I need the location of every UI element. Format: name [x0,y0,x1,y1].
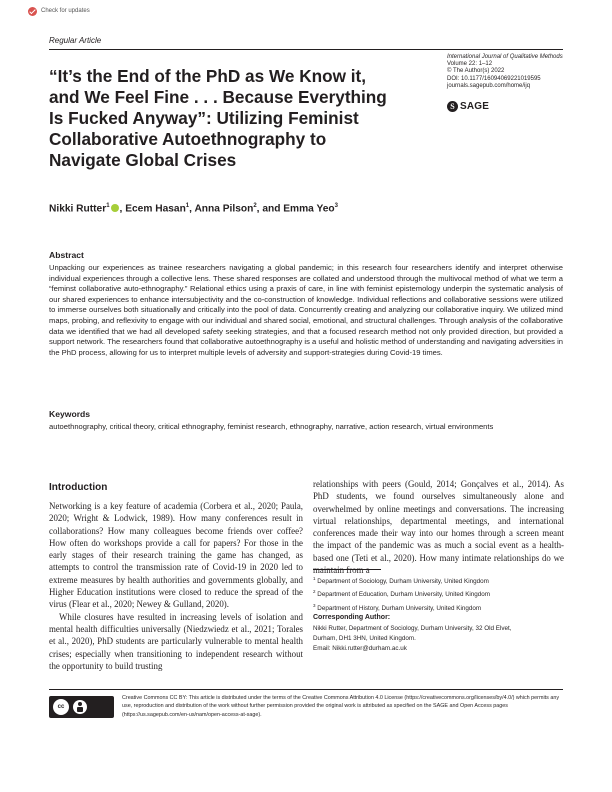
body-left-column [49,500,303,672]
body-paragraph: While closures have resulted in increasing levels of isolation and mental health difficulties universally (Niedzwiedz et al., 2021; Torales et al., 2020), PhD students are particularly vulnerable to mental health crises; especially when transitioning to independent research without the opportunity to build trusting [49,611,303,671]
author-name: Ecem Hasan [125,203,186,215]
check-updates-icon [28,7,37,16]
author-name: Emma Yeo [283,203,335,215]
article-title: “It’s the End of the PhD as We Know it, and We Feel Fine . . . Because Everything Is Fucked Anyway”: Utilizing Feminist Collaborative Autoethnography to Navigate Global Crises [49,66,387,170]
corresponding-email[interactable]: Email: Nikki.rutter@durham.ac.uk [313,645,407,652]
journal-url[interactable]: journals.sagepub.com/home/ijq [447,82,531,89]
affiliation-text: Department of History, Durham University, United Kingdom [317,604,482,612]
author-affil-sup: 3 [334,203,338,209]
author-affil-sup: 1 [185,203,190,209]
author-affil-sup: 1 [106,203,110,209]
author-name: Nikki Rutter [49,203,107,215]
attribution-icon [73,700,87,714]
affiliation-sup: 2 [313,589,316,595]
author-separator: , [189,203,195,215]
body-paragraph: Networking is a key feature of academia (Corbera et al., 2020; Paula, 2020; Wright & Lodwick, 1989). How many conferences result in collaborations? How many colleagues become friends over coffee? How often do workshops provide a call for papers? For those in the early stages of their research training the game has changed, as attempts to control the transmission rate of Covid-19 in 2020 led to extreme measures by health authorities and governments globally, and Higher Education institutions were closed to reduce the spread of the virus (Flear et al., 2020; Newey & Gulland, 2020). [49,501,303,610]
corresponding-details [313,624,564,654]
author-separator: , [119,203,126,215]
corresponding-name: Nikki Rutter, Department of Sociology, Durham University, 32 Old Elvet, [313,625,512,632]
check-updates-badge[interactable] [28,5,90,17]
abstract-heading: Abstract [49,250,84,260]
author-list [49,203,338,214]
author-affil-sup: 2 [253,203,257,209]
body-paragraph: relationships with peers (Gould, 2014; Gonçalves et al., 2014). As PhD students, we found ourselves simultaneously alone and overwhelmed by online meetings and conversations. The increasing virtual relationships, departmental meetings, and international conferences made their way into our homes through a screen meant the impact of the pandemic was as much a social event as a health-based one (Teti et al., 2020). How many intimate relationships do we maintain from a [313,479,564,576]
orcid-icon[interactable] [111,204,119,212]
affiliations [313,574,564,614]
affiliation-item [313,574,564,587]
author-separator: , and [256,203,284,215]
affiliation-text: Department of Sociology, Durham University, United Kingdom [317,578,489,586]
footnote-rule [313,569,381,570]
license-text: Creative Commons CC BY: This article is distributed under the terms of the Creative Commons Attribution 4.0 License (https://creativecommons.org/licenses/by/4.0/) which permits any use, reproduction and distribution of the work without further permission provided the original work is attributed as specified on the SAGE and Open Access pages (https://us.sagepub.com/en-us/nam/open-access-at-sage). [122,695,560,718]
corresponding-heading: Corresponding Author: [313,614,391,621]
sage-logo [447,99,489,113]
journal-name: International Journal of Qualitative Methods [447,54,563,60]
journal-volume: Volume 22: 1–12 [447,61,493,68]
cc-circle-icon: cc [53,699,69,715]
license-rule [49,689,563,690]
creative-commons-by-icon[interactable] [49,696,114,718]
author-name: Anna Pilson [194,203,254,215]
affiliation-text: Department of Education, Durham University, United Kingdom [317,591,491,599]
journal-doi[interactable]: DOI: 10.1177/16094069221019595 [447,75,541,82]
journal-info [447,54,587,90]
publisher-name: SAGE [460,100,490,112]
header-rule [49,49,563,50]
introduction-heading: Introduction [49,482,108,493]
affiliation-sup: 1 [313,576,316,581]
affiliation-item [313,601,564,614]
article-type: Regular Article [49,36,102,45]
affiliation-item [313,587,564,600]
corresponding-address: Durham, DH1 3HN, United Kingdom. [313,635,416,642]
sage-logo-icon: S [447,101,458,112]
check-updates-label: Check for updates [41,8,90,14]
abstract-text: Unpacking our experiences as trainee researchers navigating a global pandemic; in this research four researchers identify and interpret otherwise individual experiences through a collective lens. These shared responses are collated and understood through the multivocal method of what we term a “feminst collaborative auto-ethnography.” Relational ethics using a praxis of care, in line with feminist epistemology underpin the systematic analysis of our shared experiences to enhance intersubjectivity and the co-construction of knowledge. Individual reflections and collaborative sessions were utilized to immerse ourselves both situationally and critically into the pool of data. Concurrently creating and analyzing our collaborative inquiry. We utilized mind maps, probing, and reflexivity to engage with our individual and shared social, emotional, and structural challenges. Through analysis of the collaborative data we identified that we had all developed safety seeking strategies, and that a focused research method not only provided direction, but provided a support network. The researchers found that collaborative autoethnography is a useful and holistic method of understanding and navigating adversities in the PhD process, allowing for us to interpret multiple levels of adversity and support-strategies during Covid-19 times. [49,263,563,357]
keywords-heading: Keywords [49,409,91,419]
keywords-text: autoethnography, critical theory, critical ethnography, feminist research, ethnography, narrative, action research, virtual environments [49,422,494,431]
journal-copyright: © The Author(s) 2022 [447,68,505,75]
body-right-column [313,478,564,576]
affiliation-sup: 3 [313,602,316,608]
